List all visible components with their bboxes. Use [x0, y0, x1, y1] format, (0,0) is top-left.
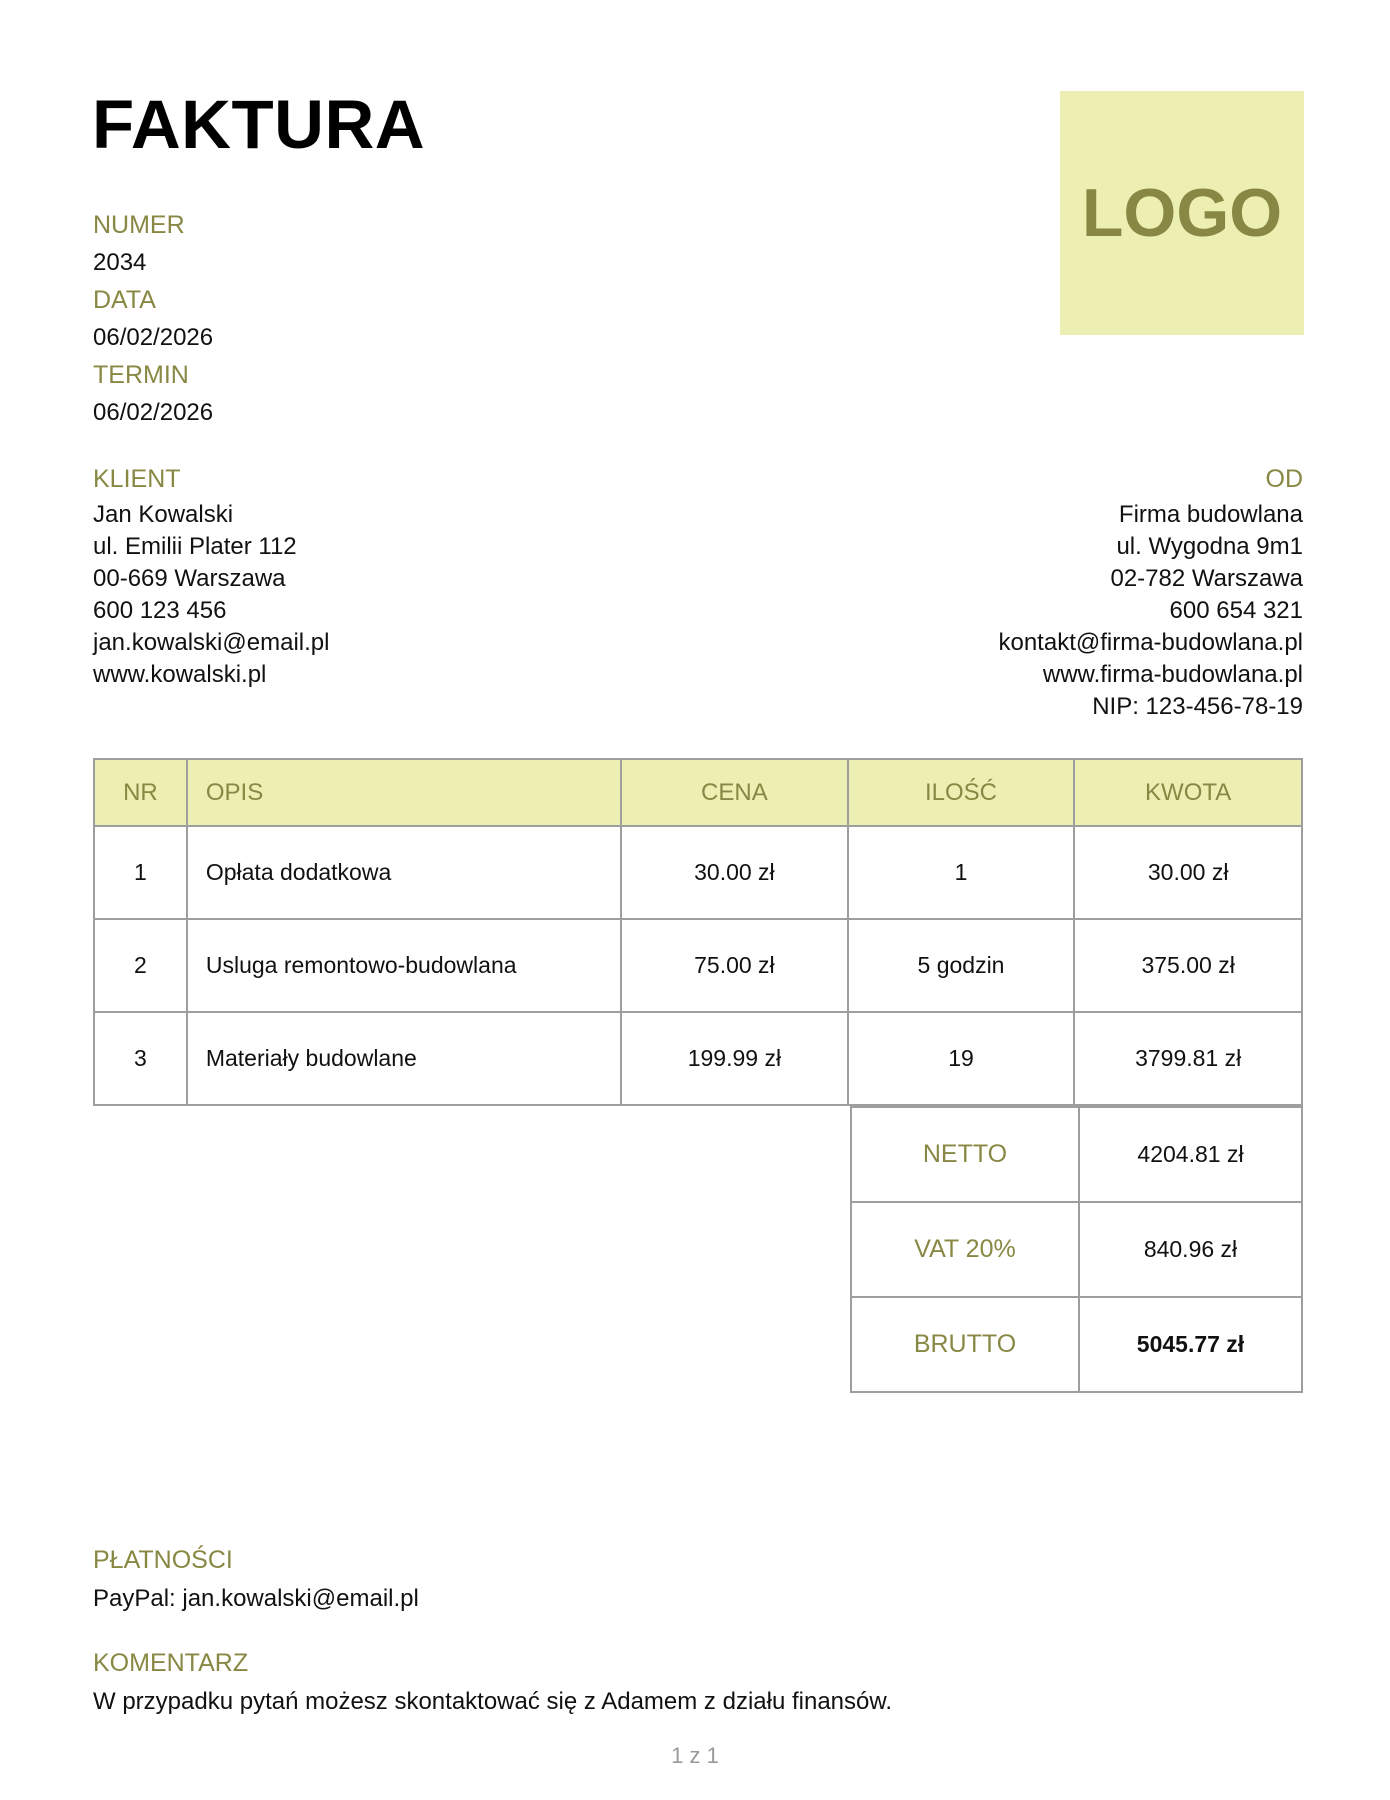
- client-street: ul. Emilii Plater 112: [93, 533, 297, 560]
- cell-description: Usluga remontowo-budowlana: [187, 919, 621, 1012]
- totals-row-net: [851, 1107, 1302, 1202]
- comment-text: W przypadku pytań możesz skontaktować się z Adamem z działu finansów.: [93, 1688, 893, 1715]
- client-website: www.kowalski.pl: [93, 661, 267, 688]
- seller-phone: 600 654 321: [1169, 597, 1303, 624]
- header-quantity: ILOŚĆ: [848, 759, 1075, 826]
- client-label: KLIENT: [93, 465, 181, 493]
- header-amount: KWOTA: [1074, 759, 1302, 826]
- number-value: 2034: [93, 249, 147, 276]
- payment-label: PŁATNOŚCI: [93, 1546, 233, 1574]
- header-nr: NR: [94, 759, 187, 826]
- table-row: [94, 826, 1302, 919]
- cell-nr: 2: [94, 919, 187, 1012]
- cell-amount: 3799.81 zł: [1074, 1012, 1302, 1105]
- cell-nr: 3: [94, 1012, 187, 1105]
- cell-quantity: 19: [848, 1012, 1075, 1105]
- due-date-value: 06/02/2026: [93, 399, 214, 426]
- cell-price: 199.99 zł: [621, 1012, 848, 1105]
- table-row: [94, 919, 1302, 1012]
- due-date-label: TERMIN: [93, 361, 189, 389]
- date-label: DATA: [93, 286, 156, 314]
- seller-street: ul. Wygodna 9m1: [1116, 533, 1303, 560]
- invoice-title: FAKTURA: [92, 86, 426, 163]
- items-table: [93, 758, 1303, 1106]
- logo-placeholder: [1060, 91, 1304, 335]
- client-email: jan.kowalski@email.pl: [93, 629, 330, 656]
- seller-website: www.firma-budowlana.pl: [1042, 661, 1303, 688]
- totals-row-gross: [851, 1297, 1302, 1392]
- client-address: [93, 499, 329, 691]
- seller-name: Firma budowlana: [1118, 501, 1303, 528]
- seller-label: OD: [1265, 465, 1303, 493]
- cell-nr: 1: [94, 826, 187, 919]
- payment-details: PayPal: jan.kowalski@email.pl: [93, 1585, 419, 1612]
- table-row: [94, 1012, 1302, 1105]
- cell-price: 30.00 zł: [621, 826, 848, 919]
- vat-label: VAT 20%: [851, 1202, 1079, 1297]
- cell-quantity: 1: [848, 826, 1075, 919]
- table-header-row: [94, 759, 1302, 826]
- vat-value: 840.96 zł: [1079, 1202, 1302, 1297]
- gross-label: BRUTTO: [851, 1297, 1079, 1392]
- gross-value: 5045.77 zł: [1079, 1297, 1302, 1392]
- cell-description: Opłata dodatkowa: [187, 826, 621, 919]
- seller-city: 02-782 Warszawa: [1110, 565, 1303, 592]
- cell-description: Materiały budowlane: [187, 1012, 621, 1105]
- net-label: NETTO: [851, 1107, 1079, 1202]
- seller-email: kontakt@firma-budowlana.pl: [998, 629, 1303, 656]
- header-description: OPIS: [187, 759, 621, 826]
- comment-label: KOMENTARZ: [93, 1649, 249, 1677]
- totals-row-vat: [851, 1202, 1302, 1297]
- cell-quantity: 5 godzin: [848, 919, 1075, 1012]
- cell-price: 75.00 zł: [621, 919, 848, 1012]
- cell-amount: 30.00 zł: [1074, 826, 1302, 919]
- page-indicator: 1 z 1: [671, 1743, 719, 1768]
- totals-table: [850, 1106, 1303, 1393]
- seller-address: [998, 499, 1303, 723]
- net-value: 4204.81 zł: [1079, 1107, 1302, 1202]
- logo-text: LOGO: [1081, 175, 1283, 251]
- client-phone: 600 123 456: [93, 597, 227, 624]
- client-name: Jan Kowalski: [93, 501, 234, 528]
- client-city: 00-669 Warszawa: [93, 565, 286, 592]
- date-value: 06/02/2026: [93, 324, 214, 351]
- seller-tax-id: NIP: 123-456-78-19: [1092, 693, 1303, 720]
- cell-amount: 375.00 zł: [1074, 919, 1302, 1012]
- header-price: CENA: [621, 759, 848, 826]
- number-label: NUMER: [93, 211, 185, 239]
